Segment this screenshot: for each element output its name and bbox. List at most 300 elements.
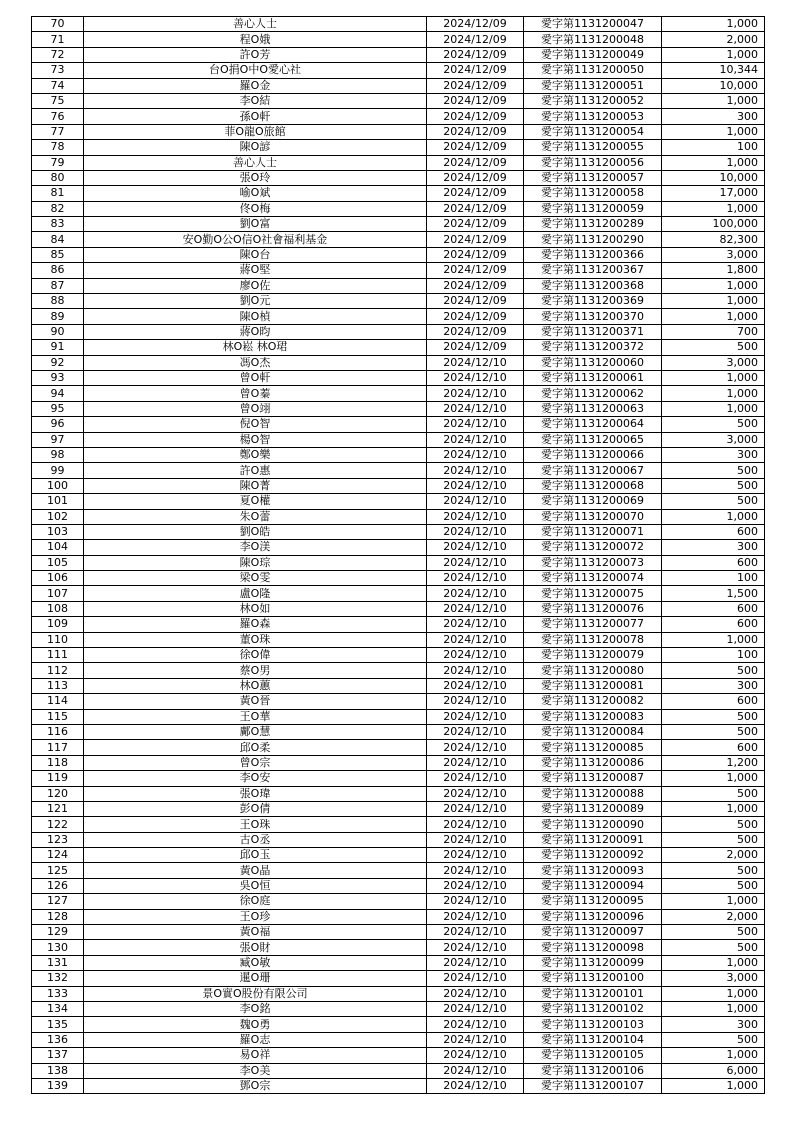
table-row: [32, 263, 765, 278]
row-number-cell: 87: [32, 278, 84, 293]
amount-cell: 500: [662, 340, 765, 355]
amount-cell: 700: [662, 324, 765, 339]
amount-cell: 1,200: [662, 755, 765, 770]
receipt-number-cell: 愛字第1131200085: [524, 740, 662, 755]
donation-date-cell: 2024/12/10: [427, 648, 524, 663]
donation-date-cell: 2024/12/10: [427, 832, 524, 847]
row-number-cell: 128: [32, 909, 84, 924]
receipt-number-cell: 愛字第1131200062: [524, 386, 662, 401]
donation-date-cell: 2024/12/10: [427, 478, 524, 493]
donor-name-cell: 曾O宗: [84, 755, 427, 770]
donor-name-cell: 鄧O宗: [84, 1078, 427, 1093]
receipt-number-cell: 愛字第1131200105: [524, 1048, 662, 1063]
receipt-number-cell: 愛字第1131200101: [524, 986, 662, 1001]
donor-name-cell: 陳O台: [84, 247, 427, 262]
amount-cell: 1,000: [662, 771, 765, 786]
donation-date-cell: 2024/12/10: [427, 463, 524, 478]
donor-name-cell: 佟O梅: [84, 201, 427, 216]
receipt-number-cell: 愛字第1131200099: [524, 955, 662, 970]
donor-name-cell: 張O財: [84, 940, 427, 955]
donation-date-cell: 2024/12/10: [427, 724, 524, 739]
donor-name-cell: 曾O蓁: [84, 386, 427, 401]
amount-cell: 1,000: [662, 955, 765, 970]
donation-date-cell: 2024/12/10: [427, 694, 524, 709]
donation-date-cell: 2024/12/09: [427, 140, 524, 155]
table-row: [32, 340, 765, 355]
table-row: [32, 694, 765, 709]
donor-name-cell: 暹O珊: [84, 971, 427, 986]
row-number-cell: 126: [32, 878, 84, 893]
row-number-cell: 123: [32, 832, 84, 847]
donation-date-cell: 2024/12/09: [427, 217, 524, 232]
donation-date-cell: 2024/12/10: [427, 709, 524, 724]
row-number-cell: 78: [32, 140, 84, 155]
donor-name-cell: 羅O森: [84, 617, 427, 632]
donation-date-cell: 2024/12/10: [427, 509, 524, 524]
donation-date-cell: 2024/12/09: [427, 340, 524, 355]
donation-date-cell: 2024/12/10: [427, 632, 524, 647]
row-number-cell: 93: [32, 370, 84, 385]
table-row: [32, 986, 765, 1001]
donor-name-cell: 劉O元: [84, 294, 427, 309]
row-number-cell: 131: [32, 955, 84, 970]
table-row: [32, 170, 765, 185]
donor-name-cell: 李O安: [84, 771, 427, 786]
row-number-cell: 81: [32, 186, 84, 201]
table-row: [32, 370, 765, 385]
donation-date-cell: 2024/12/10: [427, 401, 524, 416]
table-row: [32, 940, 765, 955]
donation-date-cell: 2024/12/10: [427, 755, 524, 770]
donor-name-cell: 徐O庭: [84, 894, 427, 909]
donor-name-cell: 林O如: [84, 601, 427, 616]
amount-cell: 1,000: [662, 17, 765, 32]
table-row: [32, 586, 765, 601]
receipt-number-cell: 愛字第1131200369: [524, 294, 662, 309]
row-number-cell: 111: [32, 648, 84, 663]
receipt-number-cell: 愛字第1131200289: [524, 217, 662, 232]
donor-name-cell: 景O實O股份有限公司: [84, 986, 427, 1001]
donation-date-cell: 2024/12/10: [427, 1032, 524, 1047]
receipt-number-cell: 愛字第1131200075: [524, 586, 662, 601]
donation-date-cell: 2024/12/10: [427, 571, 524, 586]
row-number-cell: 101: [32, 494, 84, 509]
donor-name-cell: 董O珠: [84, 632, 427, 647]
receipt-number-cell: 愛字第1131200100: [524, 971, 662, 986]
receipt-number-cell: 愛字第1131200091: [524, 832, 662, 847]
amount-cell: 2,000: [662, 32, 765, 47]
amount-cell: 3,000: [662, 247, 765, 262]
table-body: [32, 17, 765, 1094]
donation-date-cell: 2024/12/10: [427, 971, 524, 986]
row-number-cell: 75: [32, 93, 84, 108]
receipt-number-cell: 愛字第1131200066: [524, 447, 662, 462]
amount-cell: 1,000: [662, 801, 765, 816]
receipt-number-cell: 愛字第1131200049: [524, 47, 662, 62]
row-number-cell: 116: [32, 724, 84, 739]
amount-cell: 3,000: [662, 355, 765, 370]
receipt-number-cell: 愛字第1131200106: [524, 1063, 662, 1078]
amount-cell: 2,000: [662, 848, 765, 863]
table-row: [32, 771, 765, 786]
donor-name-cell: 善心人士: [84, 17, 427, 32]
donation-date-cell: 2024/12/09: [427, 294, 524, 309]
row-number-cell: 134: [32, 1002, 84, 1017]
table-row: [32, 355, 765, 370]
donor-name-cell: 蔣O昀: [84, 324, 427, 339]
amount-cell: 1,000: [662, 278, 765, 293]
table-row: [32, 78, 765, 93]
donor-name-cell: 王O華: [84, 709, 427, 724]
donor-name-cell: 梁O雯: [84, 571, 427, 586]
row-number-cell: 91: [32, 340, 84, 355]
row-number-cell: 103: [32, 524, 84, 539]
donation-date-cell: 2024/12/10: [427, 1017, 524, 1032]
donor-name-cell: 黃O晉: [84, 694, 427, 709]
table-row: [32, 186, 765, 201]
donation-date-cell: 2024/12/10: [427, 586, 524, 601]
table-row: [32, 294, 765, 309]
table-row: [32, 678, 765, 693]
receipt-number-cell: 愛字第1131200103: [524, 1017, 662, 1032]
table-row: [32, 848, 765, 863]
donor-name-cell: 彭O倩: [84, 801, 427, 816]
donor-name-cell: 菲O龍O旅館: [84, 124, 427, 139]
donor-name-cell: 程O娥: [84, 32, 427, 47]
donation-date-cell: 2024/12/09: [427, 155, 524, 170]
amount-cell: 500: [662, 417, 765, 432]
donor-name-cell: 曾O翊: [84, 401, 427, 416]
amount-cell: 500: [662, 786, 765, 801]
donor-name-cell: 鄺O慧: [84, 724, 427, 739]
table-row: [32, 648, 765, 663]
receipt-number-cell: 愛字第1131200058: [524, 186, 662, 201]
amount-cell: 300: [662, 1017, 765, 1032]
donor-name-cell: 古O丞: [84, 832, 427, 847]
donor-name-cell: 盧O隆: [84, 586, 427, 601]
table-row: [32, 540, 765, 555]
row-number-cell: 127: [32, 894, 84, 909]
donor-name-cell: 許O惠: [84, 463, 427, 478]
donation-date-cell: 2024/12/10: [427, 617, 524, 632]
donor-name-cell: 蔡O男: [84, 663, 427, 678]
table-row: [32, 47, 765, 62]
donor-name-cell: 安O勤O公O信O社會福利基金: [84, 232, 427, 247]
receipt-number-cell: 愛字第1131200083: [524, 709, 662, 724]
amount-cell: 500: [662, 478, 765, 493]
table-row: [32, 832, 765, 847]
donation-date-cell: 2024/12/10: [427, 955, 524, 970]
donation-date-cell: 2024/12/10: [427, 894, 524, 909]
receipt-number-cell: 愛字第1131200102: [524, 1002, 662, 1017]
receipt-number-cell: 愛字第1131200078: [524, 632, 662, 647]
receipt-number-cell: 愛字第1131200076: [524, 601, 662, 616]
row-number-cell: 136: [32, 1032, 84, 1047]
amount-cell: 600: [662, 524, 765, 539]
donor-name-cell: 陳O諺: [84, 140, 427, 155]
donor-name-cell: 台O捐O中O愛心社: [84, 63, 427, 78]
receipt-number-cell: 愛字第1131200069: [524, 494, 662, 509]
amount-cell: 100: [662, 571, 765, 586]
row-number-cell: 102: [32, 509, 84, 524]
amount-cell: 500: [662, 494, 765, 509]
row-number-cell: 77: [32, 124, 84, 139]
amount-cell: 500: [662, 817, 765, 832]
donation-date-cell: 2024/12/10: [427, 740, 524, 755]
receipt-number-cell: 愛字第1131200097: [524, 925, 662, 940]
row-number-cell: 85: [32, 247, 84, 262]
table-row: [32, 663, 765, 678]
amount-cell: 1,000: [662, 47, 765, 62]
amount-cell: 500: [662, 709, 765, 724]
amount-cell: 1,000: [662, 1048, 765, 1063]
amount-cell: 3,000: [662, 432, 765, 447]
table-row: [32, 1017, 765, 1032]
row-number-cell: 84: [32, 232, 84, 247]
table-row: [32, 401, 765, 416]
receipt-number-cell: 愛字第1131200047: [524, 17, 662, 32]
amount-cell: 500: [662, 863, 765, 878]
table-row: [32, 232, 765, 247]
receipt-number-cell: 愛字第1131200056: [524, 155, 662, 170]
table-row: [32, 555, 765, 570]
row-number-cell: 109: [32, 617, 84, 632]
row-number-cell: 79: [32, 155, 84, 170]
receipt-number-cell: 愛字第1131200052: [524, 93, 662, 108]
receipt-number-cell: 愛字第1131200079: [524, 648, 662, 663]
table-row: [32, 432, 765, 447]
amount-cell: 1,000: [662, 370, 765, 385]
amount-cell: 500: [662, 663, 765, 678]
amount-cell: 3,000: [662, 971, 765, 986]
amount-cell: 500: [662, 925, 765, 940]
donor-name-cell: 林O蕙: [84, 678, 427, 693]
receipt-number-cell: 愛字第1131200098: [524, 940, 662, 955]
amount-cell: 100,000: [662, 217, 765, 232]
receipt-number-cell: 愛字第1131200367: [524, 263, 662, 278]
row-number-cell: 138: [32, 1063, 84, 1078]
receipt-number-cell: 愛字第1131200368: [524, 278, 662, 293]
row-number-cell: 110: [32, 632, 84, 647]
donor-name-cell: 曾O軒: [84, 370, 427, 385]
amount-cell: 82,300: [662, 232, 765, 247]
amount-cell: 500: [662, 1032, 765, 1047]
row-number-cell: 92: [32, 355, 84, 370]
table-row: [32, 601, 765, 616]
receipt-number-cell: 愛字第1131200096: [524, 909, 662, 924]
table-row: [32, 124, 765, 139]
donor-name-cell: 孫O軒: [84, 109, 427, 124]
row-number-cell: 94: [32, 386, 84, 401]
table-row: [32, 463, 765, 478]
table-row: [32, 524, 765, 539]
amount-cell: 600: [662, 617, 765, 632]
donation-date-cell: 2024/12/10: [427, 355, 524, 370]
row-number-cell: 72: [32, 47, 84, 62]
amount-cell: 500: [662, 463, 765, 478]
donation-date-cell: 2024/12/09: [427, 32, 524, 47]
table-row: [32, 724, 765, 739]
table-row: [32, 1002, 765, 1017]
donation-date-cell: 2024/12/09: [427, 263, 524, 278]
donor-name-cell: 劉O富: [84, 217, 427, 232]
donor-name-cell: 夏O權: [84, 494, 427, 509]
donation-date-cell: 2024/12/09: [427, 170, 524, 185]
row-number-cell: 119: [32, 771, 84, 786]
receipt-number-cell: 愛字第1131200053: [524, 109, 662, 124]
table-row: [32, 801, 765, 816]
donation-date-cell: 2024/12/10: [427, 386, 524, 401]
row-number-cell: 137: [32, 1048, 84, 1063]
receipt-number-cell: 愛字第1131200048: [524, 32, 662, 47]
receipt-number-cell: 愛字第1131200055: [524, 140, 662, 155]
donation-date-cell: 2024/12/09: [427, 232, 524, 247]
donor-name-cell: 劉O皓: [84, 524, 427, 539]
table-row: [32, 571, 765, 586]
donor-name-cell: 馮O杰: [84, 355, 427, 370]
donation-date-cell: 2024/12/09: [427, 186, 524, 201]
donation-date-cell: 2024/12/10: [427, 1063, 524, 1078]
donation-date-cell: 2024/12/10: [427, 601, 524, 616]
row-number-cell: 114: [32, 694, 84, 709]
amount-cell: 1,000: [662, 509, 765, 524]
amount-cell: 500: [662, 878, 765, 893]
donor-name-cell: 楊O智: [84, 432, 427, 447]
table-row: [32, 32, 765, 47]
amount-cell: 100: [662, 648, 765, 663]
donation-date-cell: 2024/12/09: [427, 247, 524, 262]
donation-date-cell: 2024/12/09: [427, 63, 524, 78]
donor-name-cell: 李O渼: [84, 540, 427, 555]
receipt-number-cell: 愛字第1131200077: [524, 617, 662, 632]
amount-cell: 600: [662, 601, 765, 616]
receipt-number-cell: 愛字第1131200372: [524, 340, 662, 355]
amount-cell: 10,344: [662, 63, 765, 78]
receipt-number-cell: 愛字第1131200067: [524, 463, 662, 478]
table-row: [32, 1078, 765, 1093]
receipt-number-cell: 愛字第1131200071: [524, 524, 662, 539]
receipt-number-cell: 愛字第1131200051: [524, 78, 662, 93]
donor-name-cell: 易O祥: [84, 1048, 427, 1063]
row-number-cell: 121: [32, 801, 84, 816]
table-row: [32, 878, 765, 893]
row-number-cell: 98: [32, 447, 84, 462]
donor-name-cell: 張O瑋: [84, 786, 427, 801]
donation-date-cell: 2024/12/09: [427, 278, 524, 293]
amount-cell: 1,000: [662, 986, 765, 1001]
donor-name-cell: 李O美: [84, 1063, 427, 1078]
donor-name-cell: 王O珍: [84, 909, 427, 924]
amount-cell: 1,000: [662, 1002, 765, 1017]
amount-cell: 100: [662, 140, 765, 155]
table-row: [32, 909, 765, 924]
amount-cell: 600: [662, 740, 765, 755]
receipt-number-cell: 愛字第1131200060: [524, 355, 662, 370]
row-number-cell: 99: [32, 463, 84, 478]
donor-name-cell: 臧O敏: [84, 955, 427, 970]
table-row: [32, 632, 765, 647]
amount-cell: 300: [662, 447, 765, 462]
amount-cell: 10,000: [662, 78, 765, 93]
donation-date-cell: 2024/12/10: [427, 494, 524, 509]
amount-cell: 1,800: [662, 263, 765, 278]
amount-cell: 500: [662, 940, 765, 955]
table-row: [32, 1063, 765, 1078]
amount-cell: 500: [662, 832, 765, 847]
donation-date-cell: 2024/12/10: [427, 417, 524, 432]
donor-name-cell: 黃O福: [84, 925, 427, 940]
donation-date-cell: 2024/12/10: [427, 1048, 524, 1063]
row-number-cell: 130: [32, 940, 84, 955]
row-number-cell: 108: [32, 601, 84, 616]
table-row: [32, 93, 765, 108]
donation-date-cell: 2024/12/10: [427, 986, 524, 1001]
receipt-number-cell: 愛字第1131200095: [524, 894, 662, 909]
table-row: [32, 617, 765, 632]
row-number-cell: 95: [32, 401, 84, 416]
receipt-number-cell: 愛字第1131200371: [524, 324, 662, 339]
row-number-cell: 122: [32, 817, 84, 832]
donor-name-cell: 陳O菁: [84, 478, 427, 493]
row-number-cell: 113: [32, 678, 84, 693]
row-number-cell: 117: [32, 740, 84, 755]
amount-cell: 1,000: [662, 1078, 765, 1093]
donor-name-cell: 李O銘: [84, 1002, 427, 1017]
receipt-number-cell: 愛字第1131200366: [524, 247, 662, 262]
row-number-cell: 86: [32, 263, 84, 278]
table-row: [32, 309, 765, 324]
table-row: [32, 324, 765, 339]
table-row: [32, 740, 765, 755]
donation-date-cell: 2024/12/09: [427, 17, 524, 32]
donation-date-cell: 2024/12/09: [427, 124, 524, 139]
row-number-cell: 107: [32, 586, 84, 601]
donor-name-cell: 蔣O堅: [84, 263, 427, 278]
donation-date-cell: 2024/12/10: [427, 555, 524, 570]
donor-name-cell: 朱O蕾: [84, 509, 427, 524]
donation-date-cell: 2024/12/10: [427, 909, 524, 924]
receipt-number-cell: 愛字第1131200370: [524, 309, 662, 324]
donor-name-cell: 陳O琮: [84, 555, 427, 570]
row-number-cell: 100: [32, 478, 84, 493]
amount-cell: 1,000: [662, 124, 765, 139]
amount-cell: 300: [662, 678, 765, 693]
table-row: [32, 417, 765, 432]
donor-name-cell: 鄭O樂: [84, 447, 427, 462]
donation-date-cell: 2024/12/10: [427, 540, 524, 555]
row-number-cell: 112: [32, 663, 84, 678]
row-number-cell: 104: [32, 540, 84, 555]
table-row: [32, 1032, 765, 1047]
receipt-number-cell: 愛字第1131200104: [524, 1032, 662, 1047]
donation-date-cell: 2024/12/10: [427, 801, 524, 816]
amount-cell: 1,000: [662, 309, 765, 324]
donation-date-cell: 2024/12/10: [427, 663, 524, 678]
donation-date-cell: 2024/12/10: [427, 1078, 524, 1093]
donor-name-cell: 徐O偉: [84, 648, 427, 663]
row-number-cell: 139: [32, 1078, 84, 1093]
amount-cell: 1,000: [662, 93, 765, 108]
donation-date-cell: 2024/12/10: [427, 940, 524, 955]
donation-date-cell: 2024/12/09: [427, 93, 524, 108]
donor-name-cell: 喻O斌: [84, 186, 427, 201]
row-number-cell: 97: [32, 432, 84, 447]
receipt-number-cell: 愛字第1131200084: [524, 724, 662, 739]
receipt-number-cell: 愛字第1131200068: [524, 478, 662, 493]
receipt-number-cell: 愛字第1131200086: [524, 755, 662, 770]
amount-cell: 6,000: [662, 1063, 765, 1078]
row-number-cell: 89: [32, 309, 84, 324]
